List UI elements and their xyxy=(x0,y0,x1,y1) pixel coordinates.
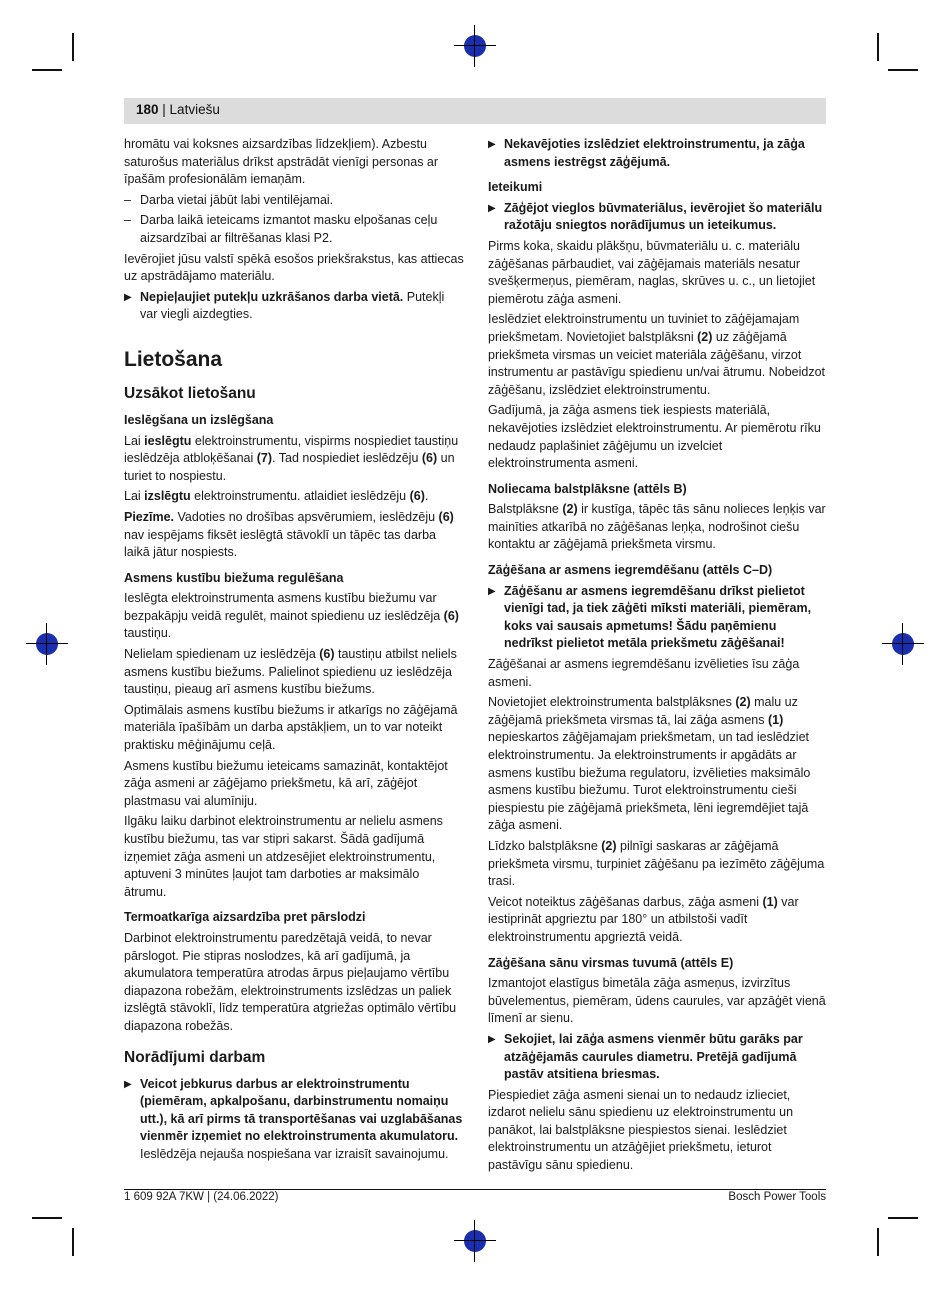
section-title: Lietošana xyxy=(124,347,223,371)
crop-mark xyxy=(72,1228,74,1256)
page-header xyxy=(124,98,826,124)
paragraph: Piespiediet zāģa asmeni sienai un to nedaudz izlieciet, izdarot nelielu sānu spiedienu uz elektroinstrumentu un panākot, lai balstplāksne piespiestos sienai. Ieslēdziet elektroinstrumentu un atzāģējiet priekšmetu, ieturot pastāvīgu sānu spiedienu. xyxy=(488,1087,794,1173)
paragraph: Ieslēgta elektroinstrumenta asmens kustību biežumu var bezpakāpju veidā regulēt, mainot spiedienu uz ieslēdzēja (6) taustiņu. xyxy=(124,591,459,641)
paragraph: Izmantojot elastīgus bimetāla zāģa asmeņus, izvirzītus būvelementus, piemēram, ūdens caurules, var apzāģēt vienā līmenī ar sienu. xyxy=(488,976,826,1026)
safety-note: ▶ Nekavējoties izslēdziet elektroinstrumentu, ja zāģa asmens iestrēgst zāģējumā. xyxy=(488,136,828,171)
heading: Zāģēšana ar asmens iegremdēšanu (attēls C–D) xyxy=(488,563,773,578)
footer-doc-id: 1 609 92A 7KW | (24.06.2022) xyxy=(124,1191,279,1203)
right-column xyxy=(488,136,828,1178)
crop-mark xyxy=(32,1217,62,1219)
registration-mark-icon xyxy=(464,35,486,57)
paragraph: Lai izslēgtu elektroinstrumentu. atlaidiet ieslēdzēju (6). xyxy=(124,489,429,504)
paragraph: Gadījumā, ja zāģa asmens tiek iespiests materiālā, nekavējoties izslēdziet elektroinstrumentu. Ar piemērotu rīku nedaudz paplašiniet zāģējumu un izvelciet elektroinstrumenta asmeni. xyxy=(488,403,821,471)
safety-note: ▶ Zāģējot vieglos būvmateriālus, ievērojiet šo materiālu ražotāju sniegtos norādījumus un ieteikumus. xyxy=(488,200,828,235)
paragraph: Lai ieslēgtu elektroinstrumentu, vispirms nospiediet taustiņu ieslēdzēja atbloķēšanai (7). Tad nospiediet ieslēdzēju (6) un turiet to nospiestu. xyxy=(124,433,459,483)
subsection-title: Uzsākot lietošanu xyxy=(124,384,256,402)
footer-brand: Bosch Power Tools xyxy=(728,1191,826,1203)
paragraph: Ilgāku laiku darbinot elektroinstrumentu ar nelielu asmens kustību biežumu, tas var stipri sakarst. Šādā gadījumā izņemiet zāģa asmeni un atdzesējiet elektroinstrumentu, aptuveni 3 minūtes ļaujot tam darboties ar maksimālo ātrumu. xyxy=(124,814,443,899)
paragraph: Veicot noteiktus zāģēšanas darbus, zāģa asmeni (1) var iestiprināt apgrieztu par 180° un atbilstoši vadīt elektroinstrumentu apgrieztā veidā. xyxy=(488,894,799,944)
subsection-title: Norādījumi darbam xyxy=(124,1048,266,1066)
safety-note: ▶ Sekojiet, lai zāģa asmens vienmēr būtu garāks par atzāģējamās caurules diametru. Pretējā gadījumā pastāv atsitiena briesmas. xyxy=(488,1031,828,1084)
page-header-text: 180 | Latviešu xyxy=(136,102,220,117)
note-paragraph: Piezīme. Vadoties no drošības apsvērumiem, ieslēdzēju (6) nav iespējams fiksēt ieslēgtā stāvoklī un tāpēc tas darba laikā jātur nospiests. xyxy=(124,509,454,560)
footer-rule xyxy=(124,1189,826,1190)
registration-mark-icon xyxy=(464,1230,486,1252)
safety-note: ▶ Nepieļaujiet putekļu uzkrāšanos darba vietā. Putekļi var viegli aizdegties. xyxy=(124,289,464,324)
registration-mark-icon xyxy=(892,633,914,655)
paragraph: Līdzko balstplāksne (2) pilnīgi saskaras ar zāģējamā priekšmeta virsmu, turpiniet zāģēšanu pa iezīmēto zāģējuma trasi. xyxy=(488,838,825,889)
paragraph: Asmens kustību biežumu ieteicams samazināt, kontaktējot zāģa asmeni ar zāģējamo priekšmetu, kā arī, zāģējot plastmasu vai alumīniju. xyxy=(124,758,448,808)
crop-mark xyxy=(877,33,879,61)
crop-mark xyxy=(72,33,74,61)
heading: Ieteikumi xyxy=(488,180,543,195)
paragraph: hromātu vai koksnes aizsardzības līdzekļiem). Azbestu saturošus materiālus drīkst apstrādāt vienīgi personas ar īpašām profesionālām iemaņām. xyxy=(124,137,439,187)
heading: Zāģēšana sānu virsmas tuvumā (attēls E) xyxy=(488,955,734,970)
heading: Asmens kustību biežuma regulēšana xyxy=(124,570,344,585)
left-column xyxy=(124,136,464,1167)
heading: Termoatkarīga aizsardzība pret pārslodzi xyxy=(124,910,366,925)
paragraph: Optimālais asmens kustību biežums ir atkarīgs no zāģējamā materiāla īpašībām un darba apstākļiem, un to var noteikt praktisku mēģinājumu ceļā. xyxy=(124,702,458,753)
page-number: 180 xyxy=(136,102,159,117)
paragraph: Pirms koka, skaidu plākšņu, būvmateriālu u. c. materiālu zāģēšanas pārbaudiet, vai zāģējamais materiāls nesatur svešķermeņus, piemēram, naglas, skrūves u. c., un lietojiet piemērotu zāģa asmeni. xyxy=(488,238,816,306)
paragraph: Nelielam spiedienam uz ieslēdzēja (6) taustiņu atbilst neliels asmens kustību biežums. Palielinot spiedienu uz ieslēdzēja taustiņu, pieaug arī asmens kustību biežums. xyxy=(124,647,457,697)
paragraph: Ievērojiet jūsu valstī spēkā esošos priekšrakstus, kas attiecas uz apstrādājamo materiālu. xyxy=(124,251,464,284)
language-label: Latviešu xyxy=(169,102,220,117)
paragraph: Zāģēšanai ar asmens iegremdēšanu izvēlieties īsu zāģa asmeni. xyxy=(488,657,800,689)
paragraph: Ieslēdziet elektroinstrumentu un tuviniet to zāģējamajam priekšmetam. Novietojiet balstplāksni (2) uz zāģējamā priekšmeta virsmas un veiciet materiāla zāģēšanu, virzot instrumentu ar pastāvīgu spiedienu un/vai ātrumu. Nobeidzot zāģēšanu, izslēdziet elektroinstrumentu. xyxy=(488,312,825,397)
dash-item: – Darba laikā ieteicams izmantot masku elpošanas ceļu aizsardzībai ar filtrēšanas klasi P2. xyxy=(124,212,464,247)
registration-mark-icon xyxy=(36,633,58,655)
paragraph: Darbinot elektroinstrumentu paredzētajā veidā, to nevar pārslogot. Pie stipras noslodzes, kā arī gadījumā, ja akumulatora temperatūra atrodas ārpus pieļaujamo vērtību diapazona robežām, elektroinstruments izslēdzas un paliek izslēgtā stāvoklī, līdz temperatūra atgriežas optimālo vērtību diapazona robežās. xyxy=(124,930,457,1033)
safety-note: ▶ Veicot jebkurus darbus ar elektroinstrumentu (piemēram, apkalpošanu, darbinstrumentu nomaiņu utt.), kā arī pirms tā transportēšanas vai uzglabāšanas vienmēr izņemiet no elektroinstrumenta akumulatoru. Ieslēdzēja nejauša nospiešana var izraisīt savainojumu. xyxy=(124,1076,464,1164)
crop-mark xyxy=(888,1217,918,1219)
crop-mark xyxy=(877,1228,879,1256)
paragraph: Balstplāksne (2) ir kustīga, tāpēc tās sānu nolieces leņķis var mainīties atkarībā no zāģēšanas leņķa, nodrošinot ciešu kontaktu ar zāģējamā priekšmeta virsmu. xyxy=(488,502,826,552)
heading: Noliecama balstplāksne (attēls B) xyxy=(488,481,687,496)
dash-item: – Darba vietai jābūt labi ventilējamai. xyxy=(124,192,464,210)
crop-mark xyxy=(32,69,62,71)
safety-note: ▶ Zāģēšanu ar asmens iegremdēšanu drīkst pielietot vienīgi tad, ja tiek zāģēti mīksti materiāli, piemēram, koks vai sausais apmetums! Šādu paņēmienu nedrīkst pielietot metāla priekšmetu zāģēšanai! xyxy=(488,583,828,653)
crop-mark xyxy=(888,69,918,71)
heading: Ieslēgšana un izslēgšana xyxy=(124,412,274,427)
paragraph: Novietojiet elektroinstrumenta balstplāksnes (2) malu uz zāģējamā priekšmeta virsmas tā, lai zāģa asmens (1) nepieskartos zāģējamajam priekšmetam, un tad ieslēdziet elektroinstrumentu. Ja elektroinstruments ir apgādāts ar asmens kustību biežuma regulatoru, izvēlieties maksimālo asmens kustību biežumu. Turot elektroinstrumentu cieši piespiestu pie zāģējamā priekšmeta, lēni iegremdējiet tajā zāģa asmeni. xyxy=(488,695,811,833)
